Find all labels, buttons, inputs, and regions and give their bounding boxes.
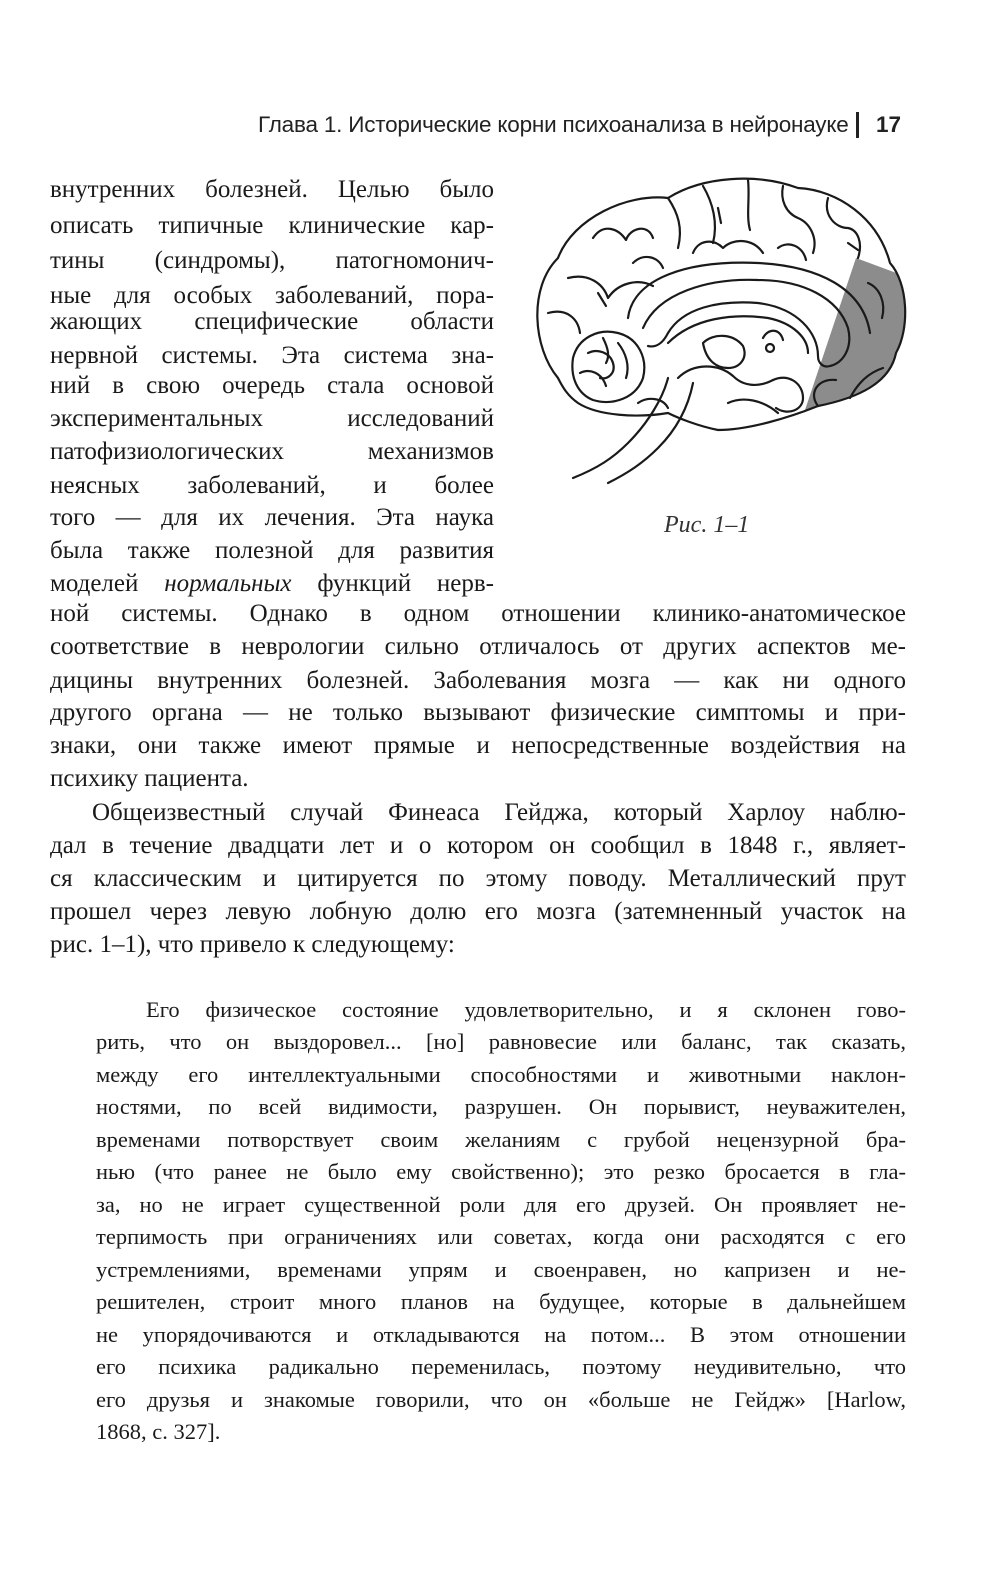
text-line: прошел через левую лобную долю его мозга (затемненный участок на [50, 898, 906, 925]
brain-figure [518, 168, 918, 508]
text-line: соответствие в неврологии сильно отличалось от других аспектов ме- [50, 633, 906, 660]
quote-line: ностями, по всей видимости, разрушен. Он порывист, неуважителен, [96, 1094, 906, 1119]
quote-line: его психика радикально переменилась, поэтому неудивительно, что [96, 1354, 906, 1379]
text-line: жающих специфические области [50, 308, 494, 335]
text-line: того — для их лечения. Эта наука [50, 504, 494, 531]
text-line: знаки, они также имеют прямые и непосредственные воздействия на [50, 732, 906, 759]
shaded-frontal-lobe-region [803, 258, 913, 416]
text-line: Общеизвестный случай Финеаса Гейджа, который Харлоу наблю- [92, 799, 906, 826]
quote-line: 1868, с. 327]. [96, 1419, 221, 1444]
emphasis-word: нормальных [164, 570, 292, 597]
text-line: ся классическим и цитируется по этому поводу. Металлический прут [50, 865, 906, 892]
quote-line: терпимость при ограничениях или советах, когда они расходятся с его [96, 1224, 906, 1249]
quote-line: между его интеллектуальными способностями и животными наклон- [96, 1062, 906, 1087]
text-line: рис. 1–1), что привело к следующему: [50, 931, 455, 958]
quote-line: решителен, строит много планов на будущее, которые в дальнейшем [96, 1289, 906, 1314]
quote-line: не упорядочиваются и откладываются на потом... В этом отношении [96, 1322, 906, 1347]
text-line: патофизиологических механизмов [50, 438, 494, 465]
text-line: ний в свою очередь стала основой [50, 372, 494, 399]
quote-line: рить, что он выздоровел... [но] равновесие или баланс, так сказать, [96, 1029, 906, 1054]
quote-line: нью (что ранее не было ему свойственно); это резко бросается в гла- [96, 1159, 906, 1184]
text-line: была также полезной для развития [50, 537, 494, 564]
quote-line: его друзья и знакомые говорили, что он «больше не Гейдж» [Harlow, [96, 1387, 906, 1412]
text-line: экспериментальных исследований [50, 405, 494, 432]
text-line: описать типичные клинические кар- [50, 212, 494, 239]
text-line: дал в течение двадцати лет и о котором он сообщил в 1848 г., являет- [50, 832, 906, 859]
text-line: ной системы. Однако в одном отношении клинико-анатомическое [50, 600, 906, 627]
text-line: другого органа — не только вызывают физические симптомы и при- [50, 699, 906, 726]
figure-caption: Рис. 1–1 [664, 512, 750, 538]
brain-sagittal-section-illustration [518, 168, 918, 508]
quote-line: Его физическое состояние удовлетворительно, и я склонен гово- [146, 997, 906, 1022]
text-line: ные для особых заболеваний, пора- [50, 282, 494, 309]
page-number: 17 [876, 112, 902, 137]
text-line-with-emphasis: моделей нормальных функций нерв- [50, 570, 494, 597]
quote-line: за, но не играет существенной роли для его друзей. Он проявляет не- [96, 1192, 906, 1217]
quote-line: устремлениями, временами упрям и своенравен, но капризен и не- [96, 1257, 906, 1282]
text-line: внутренних болезней. Целью было [50, 176, 494, 203]
running-header [258, 108, 908, 144]
text-line: нервной системы. Эта система зна- [50, 342, 494, 369]
text-line: дицины внутренних болезней. Заболевания мозга — как ни одного [50, 667, 906, 694]
text-line: тины (синдромы), патогномонич- [50, 247, 494, 274]
header-separator [856, 112, 859, 138]
text-line: психику пациента. [50, 765, 249, 792]
quote-line: временами потворствует своим желаниям с грубой нецензурной бра- [96, 1127, 906, 1152]
text-line: неясных заболеваний, и более [50, 472, 494, 499]
chapter-title: Глава 1. Исторические корни психоанализа в нейронауке [258, 112, 849, 137]
